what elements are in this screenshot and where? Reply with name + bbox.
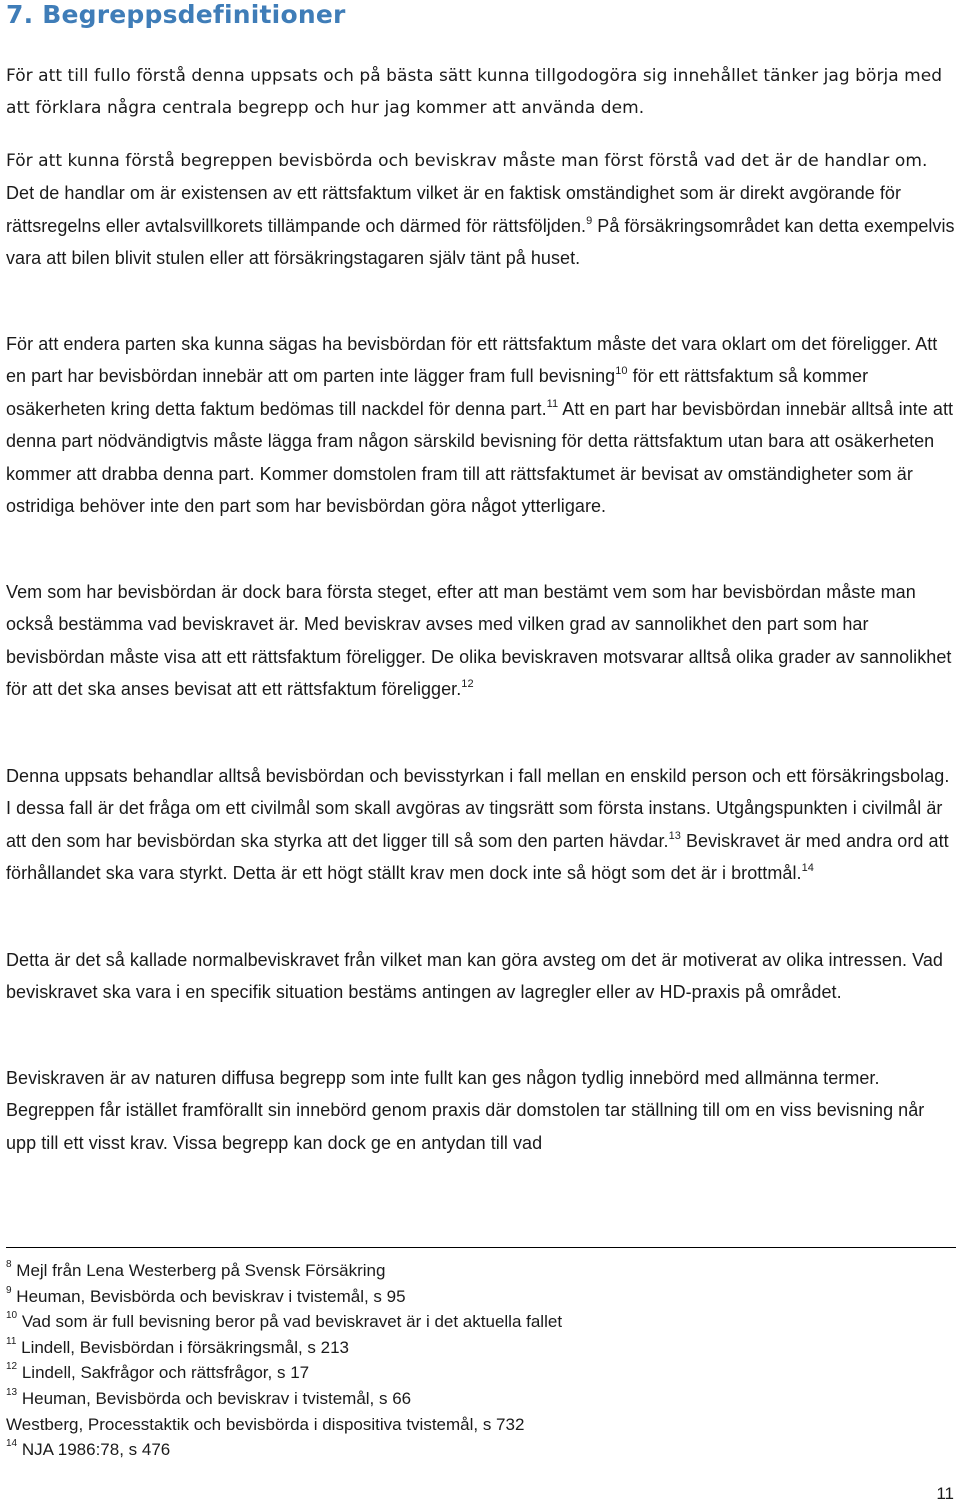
paragraph-intro: [6, 60, 956, 125]
paragraph-text: Detta är det så kallade normalbeviskravet från vilket man kan göra avsteg om det är motiverat av olika intressen. Vad beviskravet ska vara i en specifik situation bestäms antingen av lagregler eller av HD-praxis på området.: [6, 950, 943, 1003]
footnote-text: Mejl från Lena Westerberg på Svensk Försäkring: [11, 1261, 386, 1280]
footnote-item: [6, 1284, 956, 1310]
footnote-ref[interactable]: 14: [801, 862, 814, 875]
paragraph-bevisbordan: [6, 328, 956, 522]
paragraph-text: för ett rättsfaktum så kommer osäkerheten kring detta faktum bedömas till nackdel för denna part.: [6, 366, 869, 419]
paragraph-text: För att till fullo förstå denna uppsats och på bästa sätt kunna tillgodogöra sig innehållet tänker jag börja med att förklara några centrala begrepp och hur jag kommer att använda dem.: [6, 66, 943, 119]
footnote-ref[interactable]: 11: [546, 397, 559, 410]
footnote-number: 13: [6, 1386, 18, 1398]
footnote-text: Lindell, Bevisbördan i försäkringsmål, s 213: [16, 1337, 350, 1357]
paragraph-text: Att en part har bevisbördan innebär alltså inte att denna part nödvändigtvis måste lägga fram någon särskild bevisning för detta rättsfaktum utan bara att osäkerheten kommer att drabba denna part. Kommer domstolen fram till att rättsfaktumet är bevisat av omständigheter som är ostridiga behöver inte den part som har bevisbördan göra något ytterligare.: [6, 398, 954, 517]
footnote-ref[interactable]: 10: [615, 365, 628, 378]
paragraph-beviskrav: [6, 576, 956, 706]
footnote-number: 10: [6, 1310, 18, 1322]
footnote-text: Heuman, Bevisbörda och beviskrav i tvistemål, s 95: [11, 1286, 406, 1306]
paragraph-text: Vem som har bevisbördan är dock bara första steget, efter att man bestämt vem som har bevisbördan måste man också bestämma vad beviskravet är. Med beviskrav avses med vilken grad av sannolikhet den part som har bevisbördan måste visa att ett rättsfaktum föreligger. De olika beviskraven motsvarar alltså olika grader av sannolikhet för att det ska anses bevisat att ett rättsfaktum föreligger.: [6, 582, 952, 700]
footnote-text: Heuman, Bevisbörda och beviskrav i tvistemål, s 66: [17, 1388, 412, 1408]
paragraph-diffusa: [6, 1062, 956, 1159]
footnote-ref[interactable]: 9: [586, 214, 593, 227]
footnote-item: [6, 1437, 956, 1463]
paragraph-text: För att endera parten ska kunna sägas ha bevisbördan för ett rättsfaktum måste det vara oklart om det föreligger. Att en part har bevisbördan innebär att om parten inte lägger fram full bevisning: [6, 334, 938, 387]
paragraph-text: På försäkringsområdet kan detta exempelvis vara att bilen blivit stulen eller att försäkringstagaren själv tänt på huset.: [6, 215, 955, 269]
paragraph-rattsfaktum: [6, 144, 956, 275]
paragraph-text: För att kunna förstå begreppen bevisbörda och beviskrav måste man först förstå vad det är de handlar om.: [6, 151, 928, 171]
footnote-item: [6, 1412, 956, 1438]
footnotes: [6, 1258, 956, 1463]
footnote-item: [6, 1360, 956, 1386]
footnote-item: [6, 1258, 956, 1284]
footnote-number: 9: [6, 1284, 12, 1296]
footnote-number: 8: [6, 1259, 12, 1270]
footnote-text: Westberg, Processtaktik och bevisbörda i dispositiva tvistemål, s 732: [6, 1414, 525, 1434]
footnote-item: [6, 1335, 956, 1361]
paragraph-text: Det de handlar om är existensen av ett rättsfaktum vilket är en faktisk omständighet som är direkt avgörande för rättsregelns eller avtalsvillkorets tillämpande och därmed för rättsföljden.: [6, 183, 902, 236]
paragraph-normalbeviskrav: [6, 944, 956, 1009]
footnote-item: [6, 1309, 956, 1335]
footnote-number: 11: [6, 1335, 17, 1347]
footnote-number: 12: [6, 1361, 18, 1373]
footnote-ref[interactable]: 13: [668, 829, 681, 842]
paragraph-text: Denna uppsats behandlar alltså bevisbördan och bevisstyrkan i fall mellan en enskild person och ett försäkringsbolag. I dessa fall är det fråga om ett civilmål som skall avgöras av tingsrätt som första instans. Utgångspunkten i civilmål är att den som har bevisbördan ska styrka att det ligger till så som den parten hävdar.: [6, 766, 950, 851]
footnote-number: 14: [6, 1438, 18, 1450]
paragraph-uppsats: [6, 760, 956, 890]
footnote-divider: [6, 1247, 956, 1248]
footnote-item: [6, 1386, 956, 1412]
paragraph-text: Beviskraven är av naturen diffusa begrepp som inte fullt kan ges någon tydlig innebörd med allmänna termer. Begreppen får istället framförallt sin innebörd genom praxis där domstolen tar ställning till om en viss bevisning når upp till ett visst krav. Vissa begrepp kan dock ge en antydan till vad: [6, 1068, 925, 1153]
page-number: 11: [936, 1484, 954, 1503]
footnote-text: Lindell, Sakfrågor och rättsfrågor, s 17: [17, 1363, 310, 1383]
section-heading: 7. Begreppsdefinitioner: [6, 0, 346, 29]
footnote-ref[interactable]: 12: [461, 678, 474, 691]
paragraph-text: Beviskravet är med andra ord att förhållandet ska vara styrkt. Detta är ett högt ställt krav men dock inte så högt som det är i brottmål.: [6, 830, 949, 884]
footnote-text: NJA 1986:78, s 476: [17, 1440, 171, 1460]
footnote-text: Vad som är full bevisning beror på vad beviskravet är i det aktuella fallet: [17, 1312, 563, 1332]
